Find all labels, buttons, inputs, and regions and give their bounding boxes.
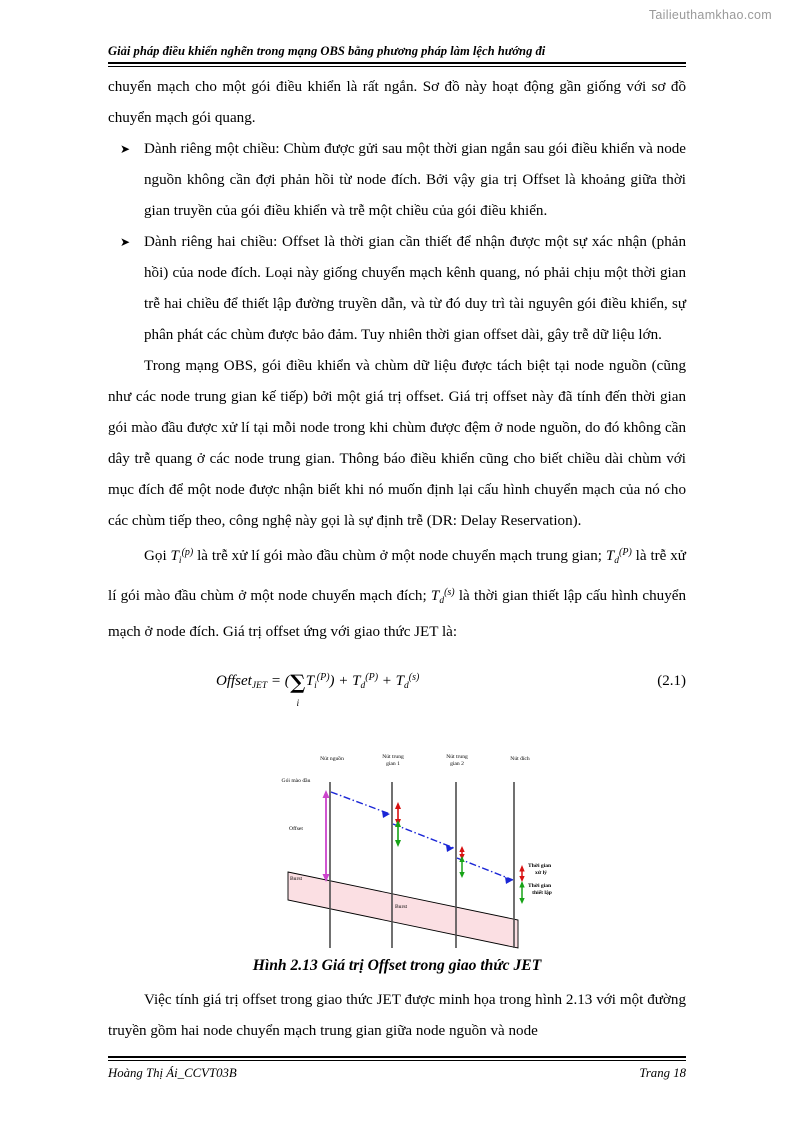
legend-item-setup: Thời gian thiết lập — [528, 883, 552, 896]
document-body — [108, 72, 686, 709]
notation-text-4: là thời gian thiết lập cấu hình chuyển mạch ở node đích. Giá trị offset ứng với giao thức JET là: — [108, 588, 686, 640]
setup-arrowtail-hop1 — [395, 840, 401, 847]
paragraph-notation — [108, 537, 686, 648]
label-offset: Offset — [289, 826, 303, 832]
term-3: $T_d^{(s)}$ — [395, 672, 420, 691]
notation-text-2: là trễ xử lí gói mào đầu chùm ở một node chuyển mạch trung gian; — [193, 548, 606, 564]
bullet-arrow-icon: ➤ — [120, 142, 131, 156]
list-item-text: Dành riêng một chiều: Chùm được gửi sau một thời gian ngắn sau gói điều khiển và node nguồn không cần đợi phản hồi từ node đích. Bởi vậy gia trị Offset là khoảng giữa thời gian truyền của gói điều khiển và trễ một chiều của gói điều khiển. — [144, 141, 686, 219]
equation-lhs-sub: JET — [251, 681, 268, 691]
footer-row — [108, 1066, 686, 1081]
running-header — [108, 44, 686, 67]
node-label-hop1: Nút trung gian 1 — [382, 754, 404, 767]
paragraph-continued: chuyển mạch cho một gói điều khiển là rất ngắn. Sơ đồ này hoạt động gần giống với sơ đồ chuyển mạch gói quang. — [108, 79, 686, 126]
legend-item-processing: Thời gian xử lý — [528, 863, 552, 876]
label-burst-left: Burst — [289, 876, 303, 882]
equation-expression — [216, 662, 420, 709]
offset-arrowhead-top — [323, 790, 330, 798]
page-footer — [108, 1056, 686, 1081]
label-header-packet: Gói mào đầu — [281, 778, 311, 784]
setup-arrowtail-hop2 — [459, 872, 464, 878]
bullet-arrow-icon: ➤ — [120, 235, 131, 249]
node-label-dest: Nút đích — [510, 756, 530, 762]
burst-band — [288, 872, 518, 948]
control-arrowhead-2 — [446, 845, 454, 852]
figure-jet-offset — [270, 752, 570, 952]
equation-lhs: Offset — [216, 673, 252, 689]
term-2: $T_d^{(P)}$ — [352, 672, 379, 691]
label-burst-band: Burst — [394, 904, 408, 910]
symbol-Ti-p: $T_i^{(p)}$ — [170, 547, 194, 566]
legend-setup-arrowtail — [519, 898, 524, 904]
equation-equals: = ( — [267, 673, 290, 689]
figure-caption: Hình 2.13 Giá trị Offset trong giao thức JET — [252, 957, 542, 974]
term-1: $T_i^{(P)}$ — [305, 672, 330, 691]
node-label-hop2: Nút trung gian 2 — [446, 754, 468, 767]
document-body-bottom — [108, 985, 686, 1047]
symbol-Td-P: $T_d^{(P)}$ — [605, 547, 632, 566]
notation-text-3: là trễ xử lí gói mào đầu chùm ở một node chuyển mạch đích; — [108, 548, 686, 604]
equation-row — [108, 658, 686, 709]
watermark-text: Tailieuthamkhao.com — [648, 8, 772, 22]
node-label-source: Nút nguồn — [320, 756, 344, 762]
equation-number: (2.1) — [657, 673, 686, 689]
list-item — [108, 134, 686, 227]
equation-close-plus: ) + — [329, 673, 353, 689]
legend-processing-arrowhead — [519, 865, 524, 872]
control-packet-path — [331, 792, 513, 880]
list-item — [108, 227, 686, 351]
header-title: Giải pháp điều khiển nghẽn trong mạng OBS bằng phương pháp làm lệch hướng đi — [108, 44, 546, 58]
header-rule — [108, 62, 686, 67]
paragraph-obs: Trong mạng OBS, gói điều khiển và chùm dữ liệu được tách biệt tại node nguồn (cũng như các node trung gian kế tiếp) bởi một giá trị offset. Giá trị offset này đã tính đến thời gian gói mào đầu được xử lí tại mỗi node trong khi chùm được đệm ở node nguồn, do đó không cần dây trễ quang ở các node trung gian. Thông báo điều khiển cũng cho biết chiều dài chùm với mục đích để một node được nhận biết khi nó muốn định lại cấu hình chuyển mạch của nó cho các chùm tiếp theo, công nghệ này gọi là sự định trễ (DR: Delay Reservation). — [108, 358, 686, 529]
legend-setup-arrowhead — [519, 881, 524, 888]
symbol-Td-s: $T_d^{(s)}$ — [430, 587, 455, 606]
footer-rule — [108, 1056, 686, 1061]
paragraph-bottom: Việc tính giá trị offset trong giao thức JET được minh họa trong hình 2.13 với một đường truyền gồm hai node chuyển mạch trung gian giữa node nguồn và node — [108, 992, 686, 1039]
equation-plus: + — [378, 673, 396, 689]
processing-arrowhead-hop1 — [395, 802, 401, 809]
notation-text-1: Gọi — [144, 548, 171, 564]
list-item-text: Dành riêng hai chiều: Offset là thời gian cần thiết để nhận được một sự xác nhận (phản hồi) của node đích. Loại này giống chuyển mạch kênh quang, nó phải chịu một thời gian trễ hai chiều để thiết lập đường truyền dẫn, và từ đó duy trì tài nguyên gói điều khiển, sự phân phát các chùm được bảo đảm. Tuy nhiên thời gian offset dài, gây trễ dữ liệu lớn. — [144, 234, 686, 343]
processing-arrowhead-hop2 — [459, 846, 464, 852]
summation-symbol: ∑ i — [290, 670, 306, 709]
footer-author: Hoàng Thị Ái_CCVT03B — [108, 1065, 237, 1080]
footer-page-number: Trang 18 — [639, 1065, 686, 1080]
